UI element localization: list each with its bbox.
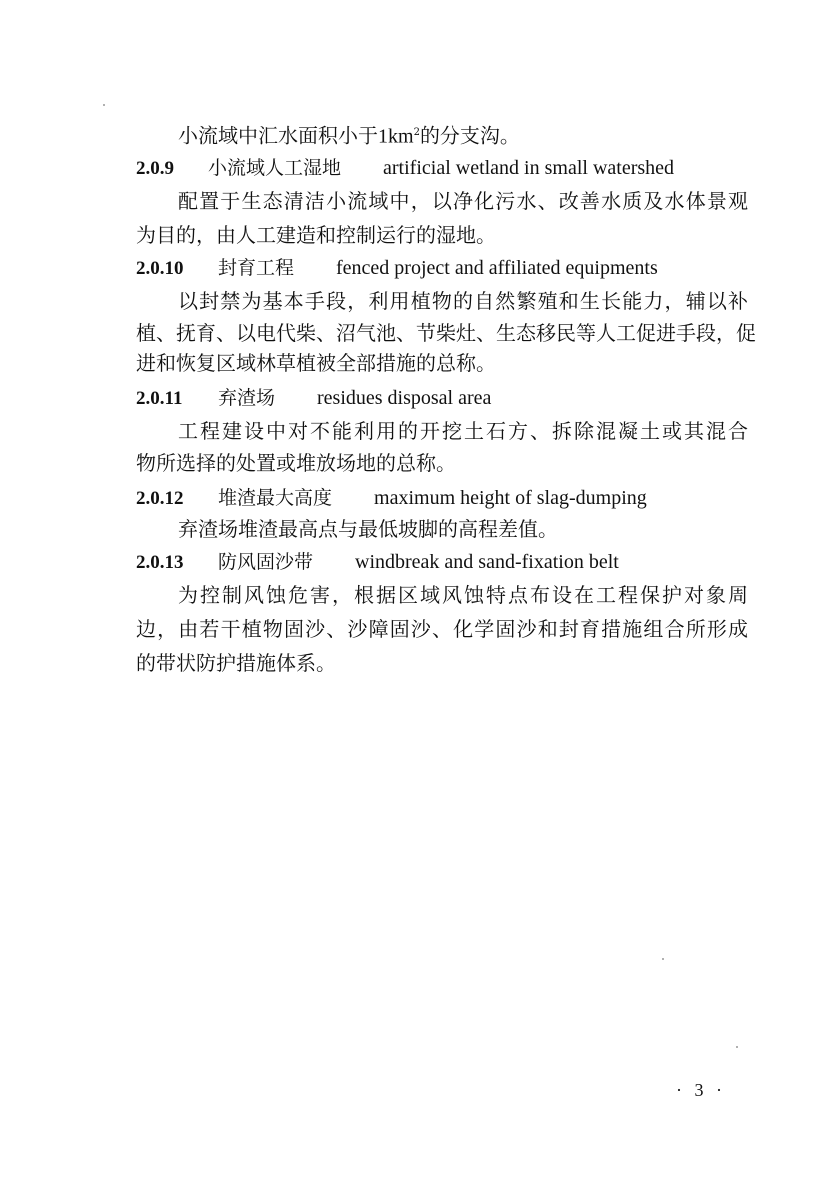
definition-line: 为目的，由人工建造和控制运行的湿地。: [136, 223, 496, 247]
term-number: 2.0.13: [136, 552, 184, 573]
term-chinese: 堆渣最大高度: [218, 487, 333, 509]
scan-speck: [736, 1046, 738, 1048]
term-number: 2.0.12: [136, 488, 184, 509]
definition-line: 物所选择的处置或堆放场地的总称。: [136, 451, 456, 475]
definition-line: 植、抚育、以电代柴、沼气池、节柴灶、生态移民等人工促进手段，促: [136, 321, 756, 345]
term-heading: [136, 250, 748, 286]
definition-line: 为控制风蚀危害，根据区域风蚀特点布设在工程保护对象周: [178, 583, 748, 607]
scan-speck: [662, 958, 664, 960]
term-heading: [136, 544, 748, 580]
intro-text: 小流域中汇水面积小于: [178, 123, 378, 148]
term-heading: [136, 380, 748, 416]
definition-line: 工程建设中对不能利用的开挖土石方、拆除混凝土或其混合: [178, 419, 748, 443]
definition-line: 弃渣场堆渣最高点与最低坡脚的高程差值。: [178, 517, 558, 541]
term-heading: [136, 150, 748, 186]
term-number: 2.0.10: [136, 258, 184, 279]
term-number: 2.0.9: [136, 158, 174, 179]
term-chinese: 弃渣场: [218, 387, 276, 409]
scan-speck: [103, 104, 105, 106]
term-chinese: 防风固沙带: [218, 551, 314, 573]
term-english: maximum height of slag-dumping: [374, 487, 647, 509]
definition-line: 以封禁为基本手段，利用植物的自然繁殖和生长能力，辅以补: [178, 289, 748, 313]
page-number: · 3 ·: [676, 1080, 726, 1100]
term-number: 2.0.11: [136, 388, 183, 409]
term-chinese: 封育工程: [218, 257, 295, 279]
intro-unit: 1km: [378, 125, 414, 148]
definition-line: 配置于生态清洁小流域中，以净化污水、改善水质及水体景观: [178, 189, 748, 213]
definition-line: 边，由若干植物固沙、沙障固沙、化学固沙和封育措施组合所形成: [136, 617, 748, 641]
term-heading: [136, 480, 748, 516]
definition-line: 的带状防护措施体系。: [136, 651, 336, 675]
term-english: residues disposal area: [317, 387, 492, 409]
intro-line: [178, 116, 748, 154]
term-chinese: 小流域人工湿地: [208, 157, 342, 179]
intro-superscript: 2: [413, 127, 420, 138]
term-english: windbreak and sand-fixation belt: [355, 551, 619, 573]
intro-text-end: 的分支沟。: [419, 123, 520, 148]
definition-line: 进和恢复区域林草植被全部措施的总称。: [136, 351, 496, 375]
term-english: fenced project and affiliated equipments: [336, 257, 658, 279]
term-english: artificial wetland in small watershed: [383, 157, 675, 179]
